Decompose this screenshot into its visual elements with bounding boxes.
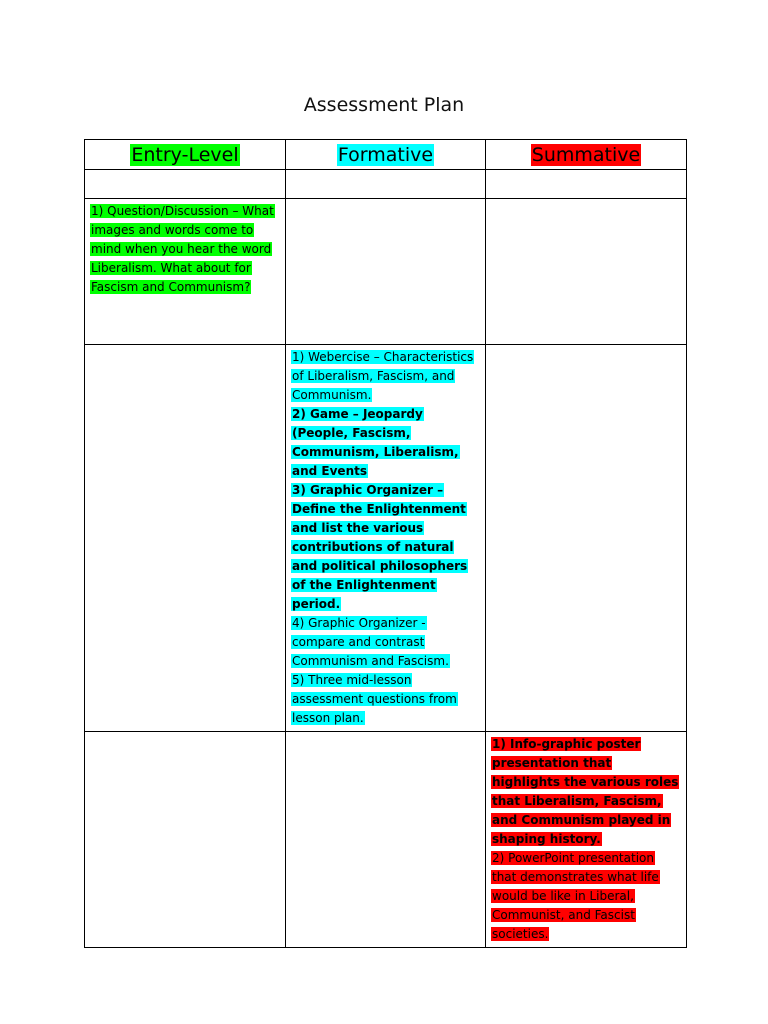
table-row [85,170,687,199]
summative-item-2-text: 2) PowerPoint presentation that demonstrates what life would be like in Liberal, Communist, and Fascist societies. [492,851,659,941]
summative-cell [486,732,687,948]
table-row [85,345,687,732]
formative-item-5 [291,671,480,728]
formative-item-4 [291,614,480,671]
blank-cell [486,199,687,345]
blank-cell [85,170,286,199]
table-row [85,732,687,948]
summative-item-1-text: 1) Info-graphic poster presentation that highlights the various roles that Liberalism, Fascism, and Communism played in shaping history. [492,737,679,846]
blank-cell [286,199,486,345]
blank-cell [286,170,486,199]
summative-item-2 [491,849,681,944]
formative-item-4-text: 4) Graphic Organizer - compare and contrast Communism and Fascism. [292,616,449,668]
table-row [85,199,687,345]
formative-item-5-text: 5) Three mid-lesson assessment questions from lesson plan. [292,673,457,725]
blank-cell [85,732,286,948]
header-summative [486,140,687,170]
header-entry-level [85,140,286,170]
entry-cell [85,199,286,345]
header-formative-label: Formative [337,143,434,166]
formative-item-1 [291,348,480,405]
blank-cell [85,345,286,732]
formative-item-3 [291,481,480,614]
blank-cell [286,732,486,948]
table-header-row [85,140,687,170]
formative-item-3-text: 3) Graphic Organizer – Define the Enlightenment and list the various contributions of natural and political philosophers of the Enlightenment period. [292,483,468,611]
blank-cell [486,345,687,732]
formative-item-1-text: 1) Webercise – Characteristics of Liberalism, Fascism, and Communism. [292,350,474,402]
entry-item-1-text: 1) Question/Discussion – What images and words come to mind when you hear the word Liberalism. What about for Fascism and Communism? [91,204,274,294]
blank-cell [486,170,687,199]
formative-item-2 [291,405,480,481]
header-entry-label: Entry-Level [131,143,239,166]
summative-item-1 [491,735,681,849]
header-formative [286,140,486,170]
page-title: Assessment Plan [303,94,465,116]
assessment-table [84,139,687,948]
formative-item-2-text: 2) Game – Jeopardy (People, Fascism, Communism, Liberalism, and Events [292,407,459,478]
entry-item-1 [90,202,280,297]
header-summative-label: Summative [531,143,641,166]
formative-cell [286,345,486,732]
